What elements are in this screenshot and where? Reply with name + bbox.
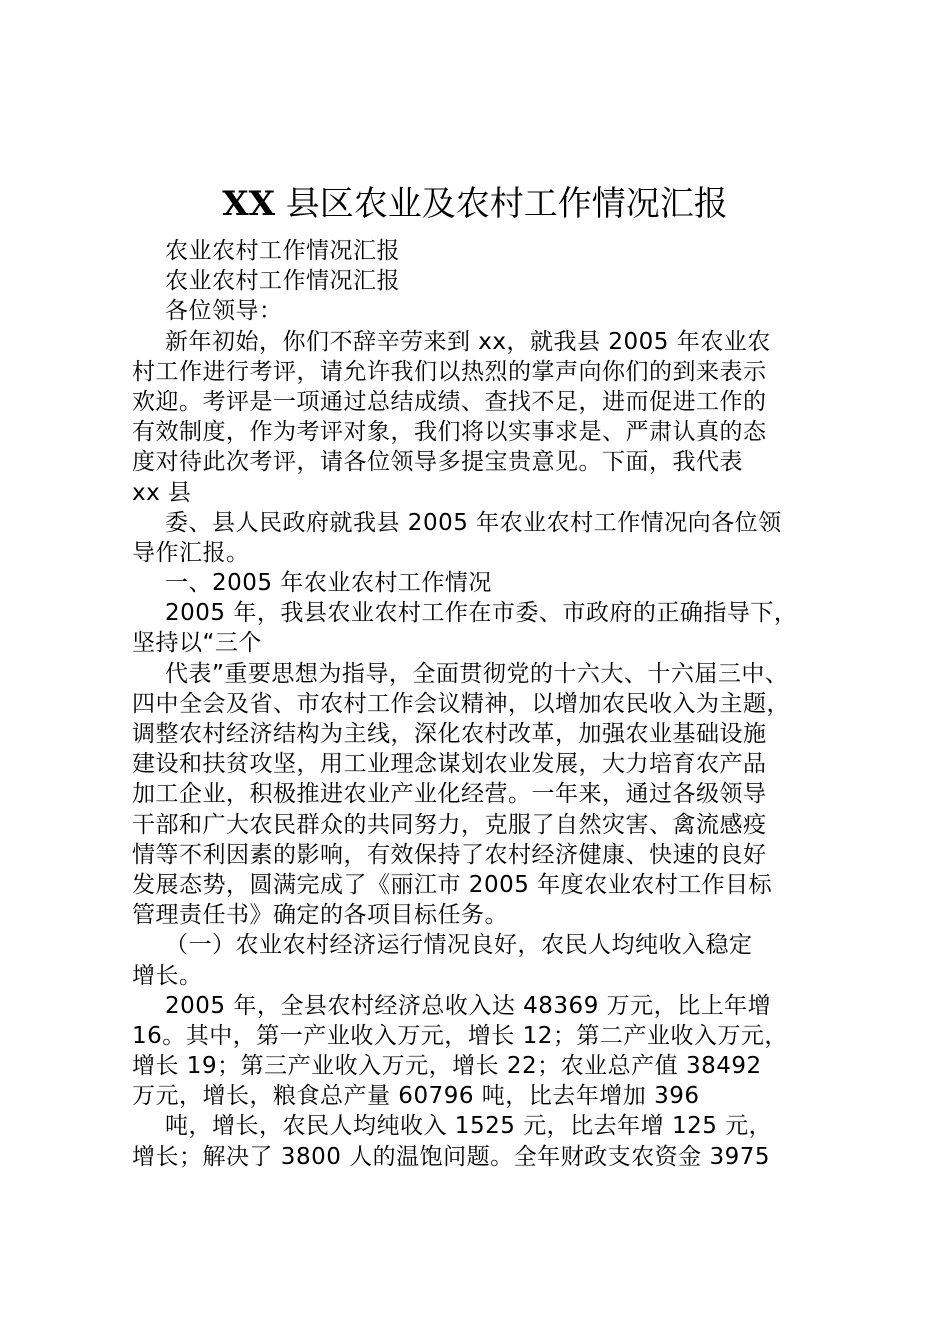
text-line: 发展态势，圆满完成了《丽江市 2005 年度农业农村工作目标 xyxy=(132,871,773,898)
text-line: 建设和扶贫攻坚，用工业理念谋划农业发展，大力培育农产品 xyxy=(132,751,767,778)
text-line: 委、县人民政府就我县 2005 年农业农村工作情况向各位领 xyxy=(165,509,782,536)
text-line: 新年初始，你们不辞辛劳来到 xx，就我县 2005 年农业农 xyxy=(165,328,771,355)
title-prefix: XX xyxy=(222,184,275,224)
text-line: xx 县 xyxy=(132,479,192,506)
document-body xyxy=(132,236,852,1172)
text-line: 导作汇报。 xyxy=(132,539,250,566)
text-line: 村工作进行考评，请允许我们以热烈的掌声向你们的到来表示 xyxy=(132,358,767,385)
text-line: 增长 19；第三产业收入万元，增长 22；农业总产值 38492 xyxy=(132,1053,762,1080)
text-line: 增长。 xyxy=(132,962,203,989)
text-line: 增长；解决了 3800 人的温饱问题。全年财政支农资金 3975 xyxy=(132,1143,770,1170)
text-line: 农业农村工作情况汇报 xyxy=(165,238,400,264)
text-line: 干部和广大农民群众的共同努力，克服了自然灾害、禽流感疫 xyxy=(132,811,767,838)
text-line: 欢迎。考评是一项通过总结成绩、查找不足，进而促进工作的 xyxy=(132,388,767,415)
document-title xyxy=(0,182,950,226)
text-line: 度对待此次考评，请各位领导多提宝贵意见。下面，我代表 xyxy=(132,449,743,476)
text-line: 加工企业，积极推进农业产业化经营。一年来，通过各级领导 xyxy=(132,781,767,808)
text-line: 四中全会及省、市农村工作会议精神，以增加农民收入为主题， xyxy=(132,690,790,717)
text-line: 管理责任书》确定的各项目标任务。 xyxy=(132,902,508,929)
text-line: 2005 年，我县农业农村工作在市委、市政府的正确指导下， xyxy=(165,600,798,627)
text-line: 万元，增长，粮食总产量 60796 吨，比去年增加 396 xyxy=(132,1083,700,1110)
text-line: 农业农村工作情况汇报 xyxy=(165,268,400,295)
text-line: 有效制度，作为考评对象，我们将以实事求是、严肃认真的态 xyxy=(132,419,767,446)
text-line: 2005 年，全县农村经济总收入达 48369 万元，比上年增 xyxy=(165,992,772,1019)
text-line: 吨，增长，农民人均纯收入 1525 元，比去年增 125 元， xyxy=(165,1113,773,1140)
text-line: （一）农业农村经济运行情况良好，农民人均纯收入稳定 xyxy=(165,932,753,959)
text-line: 代表”重要思想为指导，全面贯彻党的十六大、十六届三中、 xyxy=(165,660,789,687)
text-line: 各位领导： xyxy=(165,298,283,325)
text-line: 调整农村经济结构为主线，深化农村改革，加强农业基础设施 xyxy=(132,721,767,747)
title-text: 县区农业及农村工作情况汇报 xyxy=(274,184,728,224)
text-line: 一、2005 年农业农村工作情况 xyxy=(165,570,492,597)
text-line: 情等不利因素的影响，有效保持了农村经济健康、快速的良好 xyxy=(132,841,767,868)
text-line: 坚持以“三个 xyxy=(132,630,262,657)
text-line: 16。其中，第一产业收入万元，增长 12；第二产业收入万元， xyxy=(132,1022,788,1049)
